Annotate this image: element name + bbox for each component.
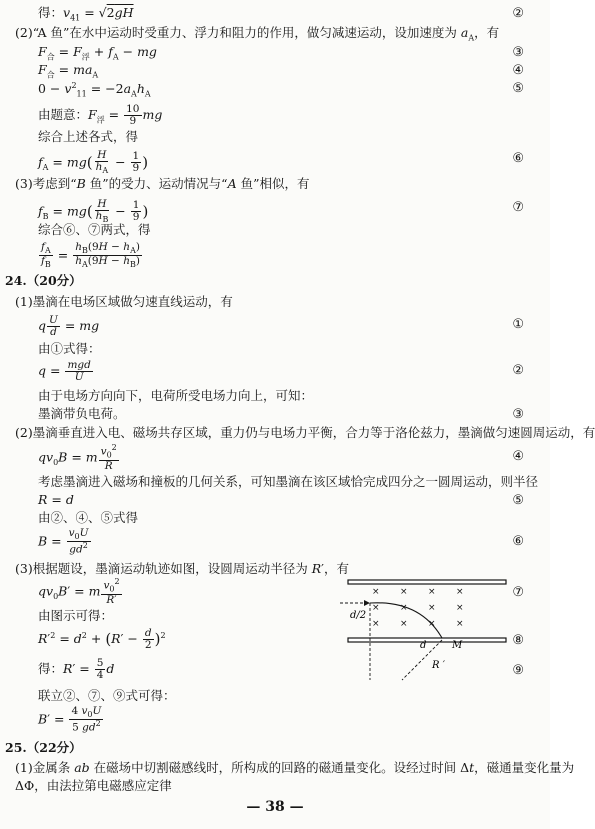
eq-number: ④ — [512, 63, 524, 78]
eq-number: ③ — [512, 407, 524, 422]
field-cross-mark: × — [456, 603, 464, 613]
text-line: 考虑墨滴进入磁场和撞板的几何关系，可知墨滴在该区域恰完成四分之一圆周运动，则半径 — [38, 474, 539, 489]
field-cross-mark: × — [400, 619, 408, 629]
equation: $\frac{f_A}{f_B}$ = $\frac{h_B(9H - h_A)}{h_A(9H - h_B)}$ — [41, 241, 140, 270]
field-cross-mark: × — [372, 619, 380, 629]
eq-number: ⑨ — [512, 663, 524, 678]
equation: $f_A = mg$( $\frac{H}{h_A}$ − $\frac{1}{9}$ ) — [38, 149, 149, 176]
eq-number: ⑧ — [512, 633, 524, 648]
text-line: 综合⑥、⑦两式，得 — [38, 222, 151, 237]
equation: B′ = $\frac{4 v_0U}{5 gd^2}$ — [38, 705, 102, 734]
equation: $F_合 = F_浮 + f_A$ − mg — [38, 44, 157, 62]
equation: $f_B = mg$( $\frac{H}{h_B}$ − $\frac{1}{9}$ ) — [38, 198, 149, 225]
text-line: (2)“A 鱼”在水中运动时受重力、浮力和阻力的作用，做匀减速运动，设加速度为 $a_A$，有 — [15, 25, 500, 43]
equation: $qv_0B' = m$ $\frac{v_0^2}{R'}$ — [38, 577, 120, 606]
label-M: M — [452, 640, 463, 651]
eq-number: ③ — [512, 45, 524, 60]
field-cross-mark: × — [428, 587, 436, 597]
equation: $F_合 = ma_A$ — [38, 62, 99, 80]
label-R-prime: R ′ — [432, 660, 445, 671]
eq-number: ⑤ — [512, 81, 524, 96]
equation: B = $\frac{v_0U}{gd^2}$ — [38, 527, 89, 556]
text-line: 综合上述各式，得 — [38, 129, 139, 144]
field-crosses — [372, 587, 464, 629]
text-line: (3)根据题设，墨滴运动轨迹如图，设圆周运动半径为 R′，有 — [15, 561, 349, 576]
equation: q $\frac{U}{d}$ = mg — [38, 314, 100, 339]
text-line: 由于电场方向向下，电荷所受电场力向上，可知： — [38, 388, 314, 403]
text-line: 联立②、⑦、⑨式可得： — [38, 688, 176, 703]
text-line: ΔΦ，由法拉第电磁感应定律 — [15, 778, 172, 793]
eq-number: ⑥ — [512, 151, 524, 166]
field-cross-mark: × — [428, 619, 436, 629]
equation: 得：R′ = $\frac{5}{4}$ d — [38, 657, 115, 682]
field-cross-mark: × — [456, 619, 464, 629]
page-number: — 38 — — [246, 799, 304, 815]
equation: $R'^2 = d^2 + (R'$ − $\frac{d}{2}$ )$^2$ — [38, 627, 166, 652]
text-line: (3)考虑到“B 鱼”的受力、运动情况与“A 鱼”相似，有 — [15, 176, 310, 191]
field-cross-mark: × — [456, 587, 464, 597]
eq-number: ⑤ — [512, 493, 524, 508]
label-d: d — [420, 640, 427, 651]
label-half-d: d/2 — [350, 610, 367, 621]
trajectory-figure — [340, 570, 510, 680]
eq-number: ⑦ — [512, 585, 524, 600]
field-cross-mark: × — [372, 603, 380, 613]
field-cross-mark: × — [400, 603, 408, 613]
text-line: (1)金属条 ab 在磁场中切割磁感线时，所构成的回路的磁通量变化。设经过时间 Δt，磁通量变化量为 — [15, 760, 575, 775]
equation: q = $\frac{\text{mgd}}{U}$ — [38, 359, 91, 384]
lower-plate — [348, 638, 506, 642]
eq-number: ④ — [512, 449, 524, 464]
text-line: (1)墨滴在电场区域做匀速直线运动，有 — [15, 294, 233, 309]
text-line: 由①式得： — [38, 341, 101, 356]
eq-number: ② — [512, 6, 524, 21]
field-cross-mark: × — [428, 603, 436, 613]
field-cross-mark: × — [400, 587, 408, 597]
question-heading: 24.（20分） — [5, 273, 82, 288]
arrow-icon — [364, 600, 370, 606]
question-heading: 25.（22分） — [5, 740, 82, 755]
equation: 由题意：$F_浮$ = $\frac{10}{9}$ mg — [38, 103, 163, 128]
text-line: 由图示可得： — [38, 608, 114, 623]
eq-number: ⑥ — [512, 534, 524, 549]
eq-number: ⑦ — [512, 200, 524, 215]
equation: R = d — [38, 492, 74, 507]
equation: $qv_0B = m$ $\frac{v_0^2}{R}$ — [38, 443, 117, 472]
field-cross-mark: × — [372, 587, 380, 597]
text-line: (2)墨滴垂直进入电、磁场共存区域，重力仍与电场力平衡，合力等于洛伦兹力，墨滴做匀速圆周运动，有 — [15, 425, 595, 440]
eq-number: ① — [512, 317, 524, 332]
equation: $0 - v^2_{11} = -2a_Ah_A$ — [38, 81, 151, 99]
eq-velocity: 得：$v_{41} = √2gH$ — [38, 5, 134, 23]
upper-plate — [348, 580, 506, 584]
text-line: 墨滴带负电荷。 — [38, 406, 126, 421]
text-line: 由②、④、⑤式得 — [38, 510, 139, 525]
eq-number: ② — [512, 363, 524, 378]
